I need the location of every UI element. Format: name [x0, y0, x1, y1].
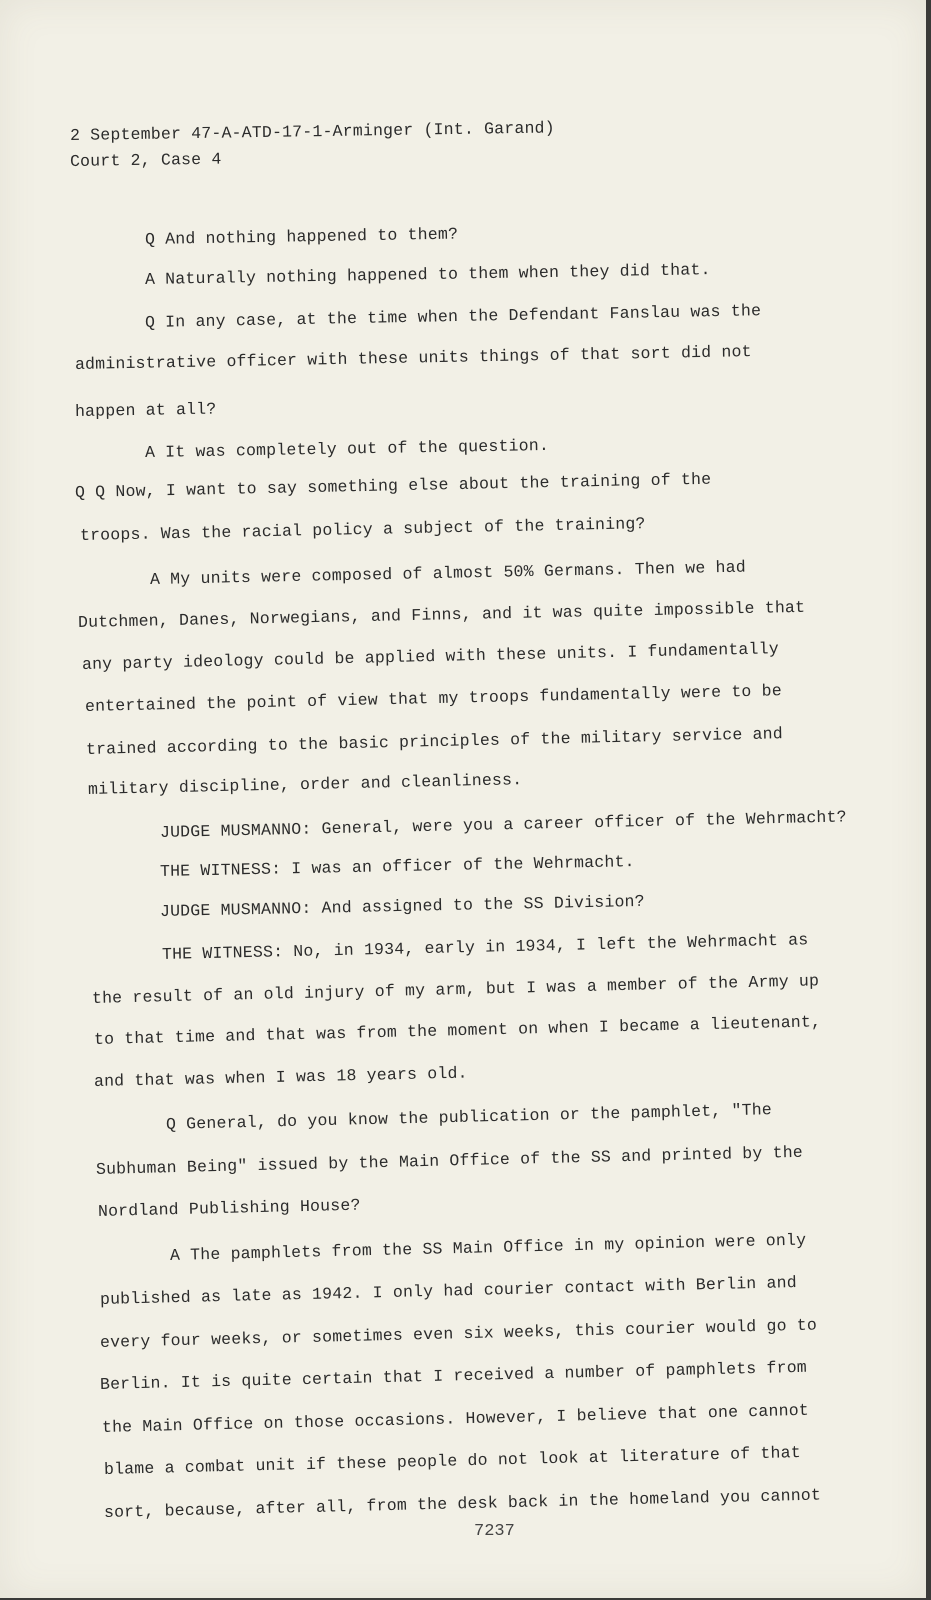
text-line: military discipline, order and cleanliness. — [87, 770, 523, 799]
text-line: any party ideology could be applied with these units. I fundamentally — [81, 639, 780, 674]
text-line: blame a combat unit if these people do not look at literature of that — [103, 1442, 802, 1479]
text-line: administrative officer with these units things of that sort did not — [74, 342, 752, 374]
text-line: A My units were composed of almost 50% Germans. Then we had — [149, 557, 747, 589]
text-line: Q And nothing happened to them? — [144, 224, 459, 249]
text-line: the result of an old injury of my arm, but I was a member of the Army up — [91, 971, 820, 1008]
text-line: sort, because, after all, from the desk back in the homeland you cannot — [103, 1485, 822, 1522]
page-number: 7237 — [474, 1522, 515, 1541]
text-line: Q In any case, at the time when the Defendant Fanslau was the — [144, 301, 762, 332]
text-line: the Main Office on those occasions. However, I believe that one cannot — [101, 1400, 810, 1437]
text-line: THE WITNESS: No, in 1934, early in 1934, I left the Wehrmacht as — [161, 930, 809, 964]
text-line: every four weeks, or sometimes even six weeks, this courier would go to — [99, 1315, 818, 1352]
text-line: Q Q Now, I want to say something else about the training of the — [74, 469, 712, 502]
text-line: happen at all? — [74, 399, 217, 421]
text-line: JUDGE MUSMANNO: General, were you a career officer of the Wehrmacht? — [159, 807, 847, 842]
text-line: Nordland Publishing House? — [97, 1195, 361, 1221]
text-line: JUDGE MUSMANNO: And assigned to the SS Division? — [159, 891, 645, 921]
header-line-2: Court 2, Case 4 — [69, 149, 222, 171]
header-line-1: 2 September 47-A-ATD-17-1-Arminger (Int. Garand) — [69, 118, 555, 145]
text-line: Dutchmen, Danes, Norwegians, and Finns, and it was quite impossible that — [77, 597, 806, 632]
text-line: entertained the point of view that my troops fundamentally were to be — [84, 681, 783, 716]
text-line: THE WITNESS: I was an officer of the Wehrmacht. — [159, 852, 635, 881]
text-line: to that time and that was from the moment on when I became a lieutenant, — [93, 1012, 822, 1049]
text-line: published as late as 1942. I only had courier contact with Berlin and — [99, 1272, 798, 1309]
text-line: A Naturally nothing happened to them when they did that. — [144, 260, 711, 289]
text-line: A The pamphlets from the SS Main Office in my opinion were only — [169, 1230, 807, 1265]
text-line: Subhuman Being" issued by the Main Office of the SS and printed by the — [95, 1142, 804, 1179]
text-line: and that was when I was 18 years old. — [93, 1063, 468, 1091]
text-line: trained according to the basic principles of the military service and — [85, 724, 784, 759]
text-line: A It was completely out of the question. — [144, 435, 550, 462]
text-line: troops. Was the racial policy a subject of the training? — [79, 514, 646, 545]
text-line: Q General, do you know the publication or the pamphlet, "The — [165, 1100, 773, 1134]
text-line: Berlin. It is quite certain that I received a number of pamphlets from — [99, 1357, 808, 1394]
